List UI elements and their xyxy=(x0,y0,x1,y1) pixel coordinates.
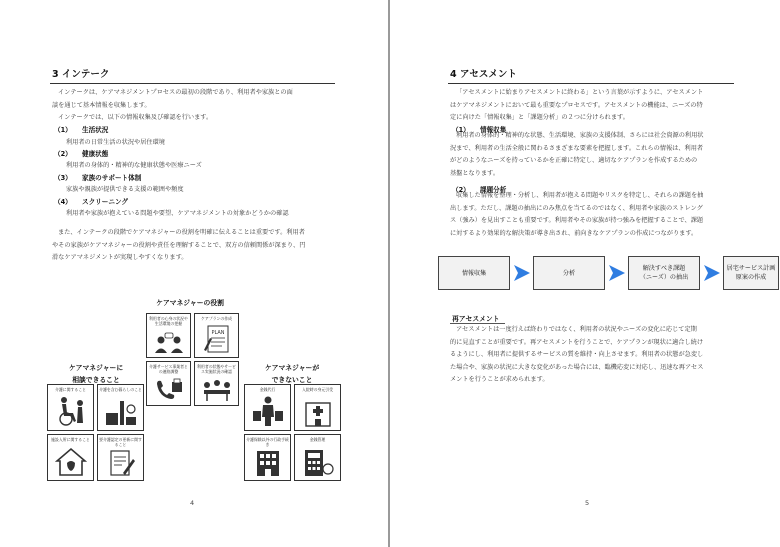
can-card-certification: 要介護認定の更新に関すること xyxy=(97,434,144,481)
closing-line: また、インテークの段階でケアマネジャーの役割を明確に伝えることは重要です。利用者 xyxy=(58,229,305,236)
calculator-icon xyxy=(302,447,334,477)
household-icon xyxy=(104,397,138,427)
item-body: 利用者の日常生活の状況や居住環境 xyxy=(66,139,165,146)
can-consult-title: ケアマネジャーに 相談できること xyxy=(68,364,124,384)
intro-line: 定に向けた「情報収集」と「課題分析」の２つに分けられます。 xyxy=(450,114,629,121)
flow-arrow-icon xyxy=(703,264,721,282)
item-heading: （3） 家族のサポート体制 xyxy=(54,174,142,182)
can-card-facility: 施設入所に関すること xyxy=(47,434,94,481)
item-body: 家族や親族が提供できる支援の範囲や頻度 xyxy=(66,186,184,193)
conversation-icon xyxy=(153,332,185,354)
closing-line: やその家族がケアマネジャーの役割や責任を理解することで、双方の信頼関係が深まり、円 xyxy=(52,241,306,249)
intro-line: インテークは、ケアマネジメントプロセスの最初の段階であり、利用者や家族との面 xyxy=(58,89,293,96)
item-heading: （1） 生活状況 xyxy=(54,126,109,134)
flow-step-info-collection: 情報収集 xyxy=(438,256,510,290)
flow-step-analysis: 分析 xyxy=(533,256,605,290)
section-title-intake: 3 インテーク xyxy=(52,69,110,80)
item-heading: （2） 課題分析 xyxy=(452,186,507,194)
diagram-title: ケアマネジャーの役割 xyxy=(156,299,224,307)
flow-arrow-icon xyxy=(608,264,626,282)
intro-line: 談を通じて基本情報を収集します。 xyxy=(52,101,151,109)
wheelchair-icon xyxy=(54,395,88,427)
cannot-card-money-management: 金銭管理 xyxy=(294,434,341,481)
role-card-care-plan: ケアプランの作成 PLAN xyxy=(194,313,239,358)
closing-paragraph xyxy=(52,227,344,265)
item-body: 利用者や家族が抱えている問題や要望、ケアマネジメントの対象かどうかの確認 xyxy=(66,210,289,217)
item-heading: （2） 健康状態 xyxy=(54,150,109,158)
meeting-icon xyxy=(200,378,234,402)
closing-line: 滑なケアマネジメントが実現しやすくなります。 xyxy=(52,254,188,261)
section-title-assessment: 4 アセスメント xyxy=(450,69,517,80)
intro-line: はケアマネジメントにおいて最も重要なプロセスです。アセスメントの機能は、ニーズの特 xyxy=(450,101,703,109)
role-card-monitoring: 利用者の状態やサービス実施状況の確認 xyxy=(194,361,239,406)
intro-paragraph xyxy=(52,87,342,125)
cannot-card-guarantor: 入院時の身元引受 xyxy=(294,384,341,431)
reassessment-body: アセスメントは一度行えば終わりではなく、利用者の状況やニーズの変化に応じて定期 的に見直すことが重要です。再アセスメントを行うことで、ケアプランが現状に適合し続け るようにし、利用者に提供するサービスの質を維持・向上させます。利用者の状態が急変し た場合や、家族の状況に大きな変化があった場合には、臨機応変に対応し、迅速な再アセス メントを行うことが求められます。 xyxy=(450,326,704,383)
cannot-do-title: ケアマネジャーが できないこと xyxy=(264,364,320,384)
flow-step-needs-extraction: 解決すべき課題 （ニーズ）の抽出 xyxy=(628,256,700,290)
cannot-card-money-proxy: 金銭代行 xyxy=(244,384,291,431)
form-pen-icon xyxy=(106,447,136,477)
phone-fax-icon xyxy=(154,378,184,402)
item-heading: （1） 情報収集 xyxy=(452,126,507,134)
flow-step-plan-draft: 居宅サービス計画 原案の作成 xyxy=(723,256,779,290)
role-card-coordination: 介護サービス事業者との連絡調整 xyxy=(146,361,191,406)
issue-analysis-body: 収集した情報を整理・分析し、利用者が抱える問題やリスクを特定し、それらの課題を抽 出します。ただし、課題の抽出にのみ焦点を当てるのではなく、利用者や家族のストレング ス（強み）を見出すことも重要です。利用者やその家族が持つ強みを把握することで、課題 に対するより効果的な解決策が導き出され、前向きなケアプランの作成につながります。 xyxy=(450,192,704,237)
page-number: 4 xyxy=(190,499,195,507)
facility-house-icon xyxy=(55,447,87,477)
right-page xyxy=(390,0,780,547)
plan-document-icon xyxy=(202,324,232,354)
hospital-icon xyxy=(302,397,334,427)
flow-arrow-icon xyxy=(513,264,531,282)
intro-line: インテークでは、以下の情報収集及び確認を行います。 xyxy=(58,114,213,121)
page-number: 5 xyxy=(585,499,590,507)
info-collection-body: 利用者の身体的・精神的な状態、生活環境、家族の支援体制、さらには社会資源の利用状 況まで、利用者の生活全般に関わるさまざまな要素を把握します。これらの情報は、利用者 がどのようなニーズを持っているかを正確に特定し、適切なケアプランを作成するための 基盤となります。 xyxy=(450,132,704,177)
assessment-intro xyxy=(450,87,744,125)
section-rule xyxy=(50,83,335,84)
intro-line: 「アセスメントに始まりアセスメントに終わる」という言葉が示すように、アセスメント xyxy=(456,89,704,96)
role-card-assessment: 利用者の心身の状況や生活環境の把握 xyxy=(146,313,191,358)
section-rule xyxy=(448,83,734,84)
item-body: 利用者の身体的・精神的な健康状態や医療ニーズ xyxy=(66,162,202,169)
left-page xyxy=(0,0,388,547)
can-card-care: 介護に関すること xyxy=(47,384,94,431)
government-building-icon xyxy=(251,447,285,477)
reassessment-heading: 再アセスメント xyxy=(452,315,500,323)
item-heading: （4） スクリーニング xyxy=(54,198,129,206)
person-bags-icon xyxy=(252,395,284,427)
can-card-daily-life: 介護を含む暮らしのこと xyxy=(97,384,144,431)
cannot-card-admin: 介護保険以外の行政手続き xyxy=(244,434,291,481)
plan-label: PLAN xyxy=(210,330,225,336)
